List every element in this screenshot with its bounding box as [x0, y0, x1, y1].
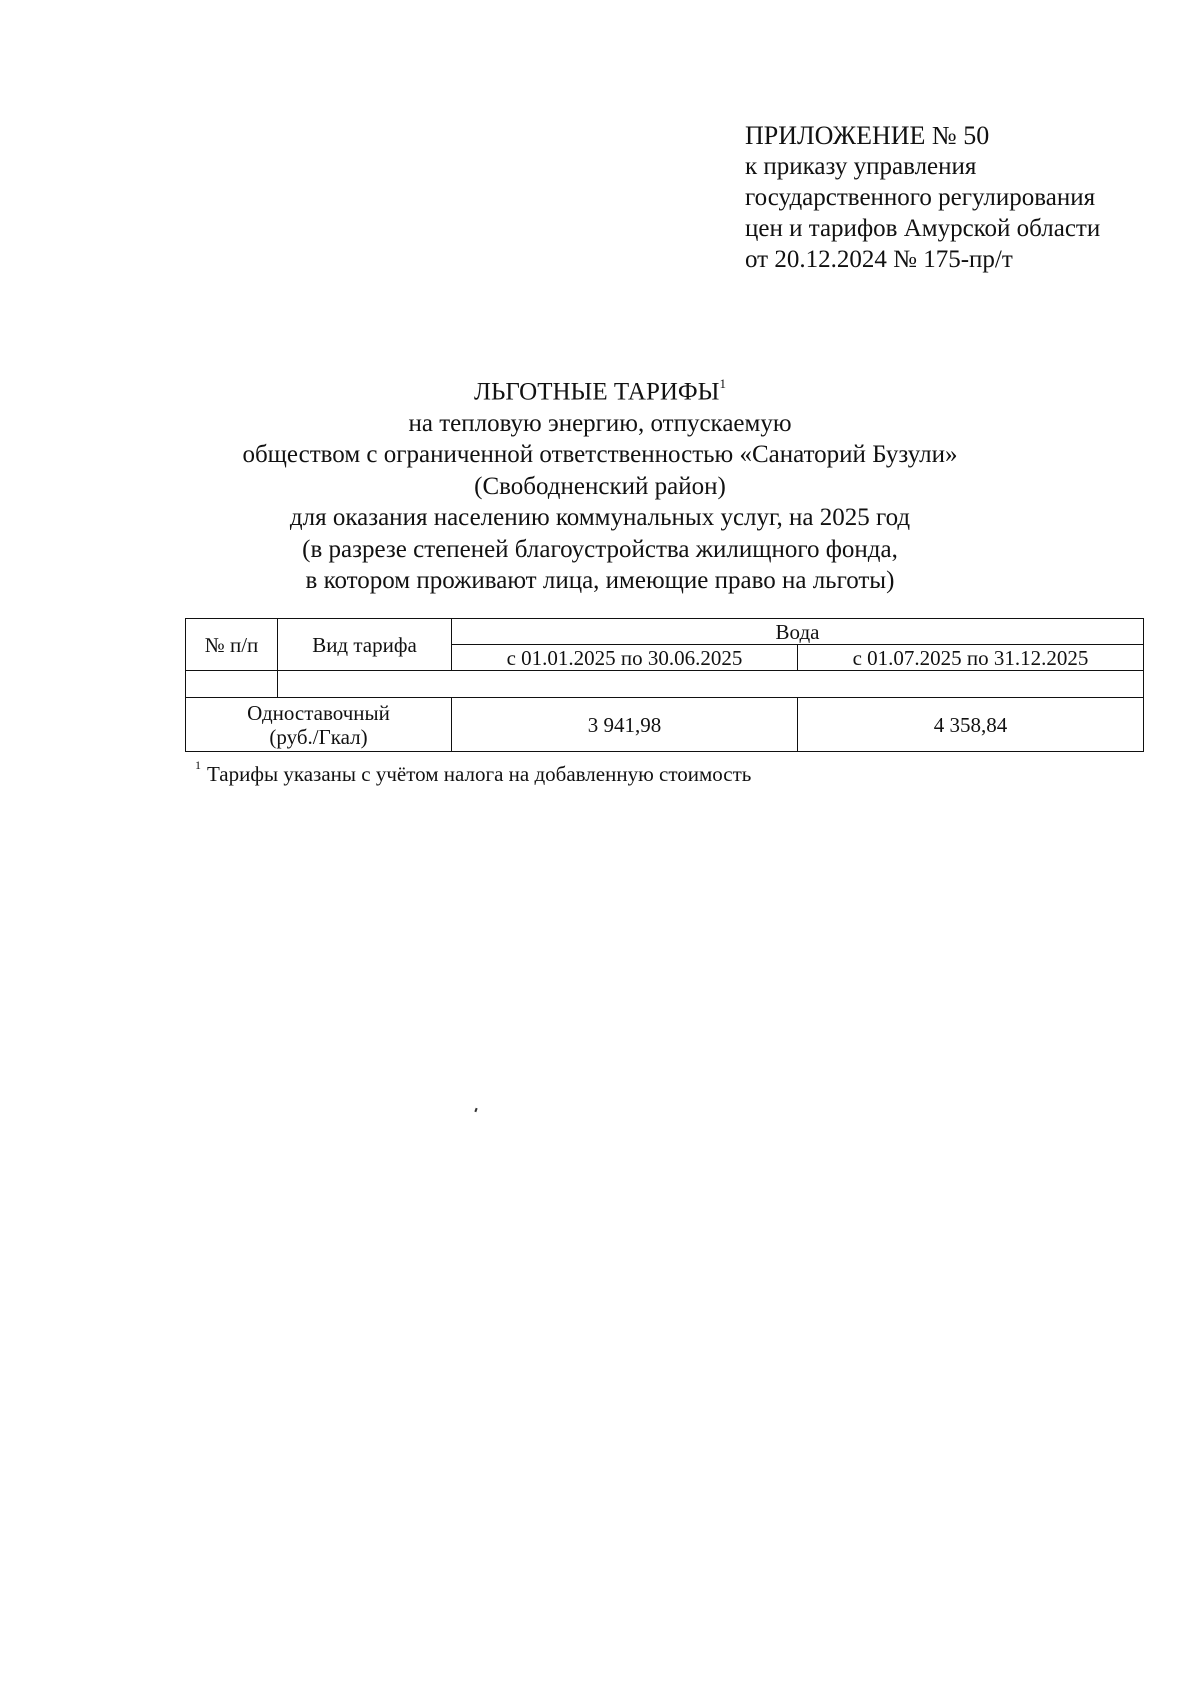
tariff-table — [185, 618, 1144, 752]
appendix-line: от 20.12.2024 № 175-пр/т — [745, 246, 1013, 273]
tariff-label: Одноставочный — [247, 700, 390, 725]
header-number: № п/п — [186, 619, 278, 671]
table-cell — [186, 671, 278, 698]
appendix-block — [745, 120, 1165, 275]
title-line: обществом с ограниченной ответственностью «Санаторий Бузули» — [242, 441, 958, 469]
tariff-value-period-1: 3 941,98 — [452, 698, 798, 752]
table-empty-row — [186, 671, 1144, 698]
tariff-value-period-2: 4 358,84 — [798, 698, 1144, 752]
document-title-block — [0, 370, 1200, 597]
title-line: (в разрезе степеней благоустройства жилищного фонда, — [302, 535, 898, 563]
document-title — [0, 370, 1200, 408]
appendix-line: к приказу управления — [745, 153, 977, 180]
appendix-line: цен и тарифов Амурской области — [745, 215, 1101, 242]
header-period-2: с 01.07.2025 по 31.12.2025 — [798, 645, 1144, 671]
header-period-1: с 01.01.2025 по 30.06.2025 — [452, 645, 798, 671]
title-line: на тепловую энергию, отпускаемую — [408, 409, 792, 437]
title-line: (Свободненский район) — [474, 472, 726, 500]
footnote-marker: 1 — [195, 758, 201, 772]
header-group-water: Вода — [452, 619, 1144, 645]
tariff-label-cell — [186, 698, 452, 752]
footnote-text: Тарифы указаны с учётом налога на добавленную стоимость — [207, 762, 752, 786]
table-header-row — [186, 619, 1144, 645]
appendix-line: государственного регулирования — [745, 184, 1096, 211]
title-line: в котором проживают лица, имеющие право на льготы) — [305, 567, 895, 595]
footnote — [195, 757, 751, 786]
footnote-reference: 1 — [719, 376, 726, 391]
table-cell — [278, 671, 1144, 698]
title-line: для оказания населению коммунальных услуг, на 2025 год — [289, 504, 911, 532]
tariff-unit: (руб./Гкал) — [269, 724, 368, 749]
appendix-heading: ПРИЛОЖЕНИЕ № 50 — [745, 121, 990, 150]
document-title-text: ЛЬГОТНЫЕ ТАРИФЫ — [474, 378, 720, 406]
table-row — [186, 698, 1144, 752]
header-tariff-type: Вид тарифа — [278, 619, 452, 671]
scan-speck — [474, 1108, 477, 1112]
